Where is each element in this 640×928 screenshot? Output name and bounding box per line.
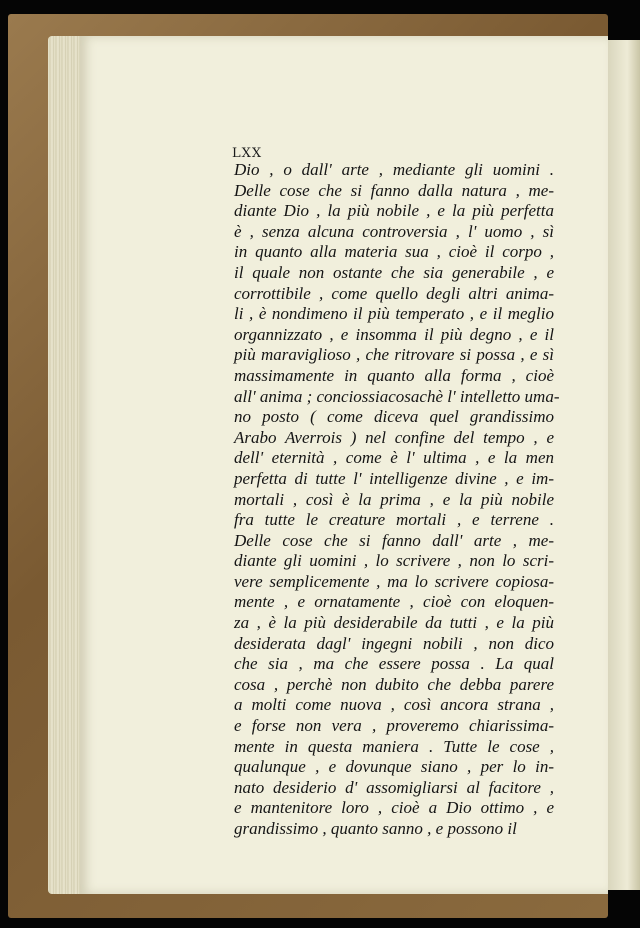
text-line: desiderata dagl' ingegni nobili , non dico [234, 633, 554, 653]
text-line: all' anima ; conciossiacosachè l' intelletto uma- [234, 386, 560, 406]
text-line: grandissimo , quanto sanno , e possono il [234, 819, 517, 838]
text-line: Arabo Averrois ) nel confine del tempo , e [234, 427, 554, 447]
text-line: qualunque , e dovunque siano , per lo in- [234, 757, 554, 777]
text-line: a molti come nuova , così ancora strana , [234, 695, 554, 715]
text-line: mente , e ornatamente , cioè con eloquen- [234, 592, 554, 612]
text-line: cosa , perchè non dubito che debba parere [234, 674, 554, 694]
text-line: organnizzato , e insomma il più degno , e il [234, 324, 554, 344]
text-line: mente in questa maniera . Tutte le cose , [234, 736, 554, 756]
text-line: no posto ( come diceva quel grandissimo [234, 407, 554, 427]
text-line: Delle cose che si fanno dalla natura , me- [234, 180, 554, 200]
text-line: Delle cose che si fanno dall' arte , me- [234, 530, 554, 550]
page-number: LXX [232, 146, 263, 161]
text-line: diante gli uomini , lo scrivere , non lo scri- [234, 551, 554, 571]
text-line: vere semplicemente , ma lo scrivere copiosa- [234, 571, 554, 591]
text-line: e forse non vera , proveremo chiarissima- [234, 716, 554, 736]
body-text [234, 160, 560, 840]
text-line: fra tutte le creature mortali , e terrene . [234, 510, 554, 530]
text-line: e mantenitore loro , cioè a Dio ottimo , e [234, 798, 554, 818]
text-line: massimamente in quanto alla forma , cioè [234, 365, 554, 385]
text-line: più maraviglioso , che ritrovare si possa , e sì [234, 345, 554, 365]
text-line: perfetta di tutte l' intelligenze divine , e im- [234, 468, 554, 488]
text-line: li , è nondimeno il più temperato , e il meglio [234, 304, 554, 324]
text-line: Dio , o dall' arte , mediante gli uomini . [234, 160, 554, 179]
text-line: corrottibile , come quello degli altri anima- [234, 283, 554, 303]
text-line: che sia , ma che essere possa . La qual [234, 654, 554, 674]
text-line: il quale non ostante che sia generabile , e [234, 262, 554, 282]
text-line: diante Dio , la più nobile , e la più perfetta [234, 201, 554, 221]
text-line: in quanto alla materia sua , cioè il corpo , [234, 242, 554, 262]
text-line: za , è la più desiderabile da tutti , e la più [234, 613, 554, 633]
page-edges-left [48, 36, 82, 894]
text-line: nato desiderio d' assomigliarsi al facitore , [234, 777, 554, 797]
text-line: è , senza alcuna controversia , l' uomo , sì [234, 221, 554, 241]
text-line: dell' eternità , come è l' ultima , e la men [234, 448, 554, 468]
page-edge-right [608, 40, 640, 890]
text-line: mortali , così è la prima , e la più nobile [234, 489, 554, 509]
